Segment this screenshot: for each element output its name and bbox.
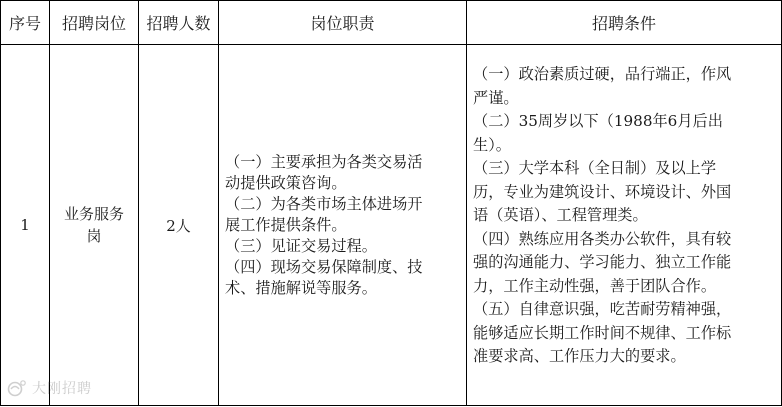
- cell-seq: 1: [1, 45, 50, 406]
- requirement-line: 历，专业为建筑设计、环境设计、外国: [473, 182, 732, 201]
- requirement-line: 强的沟通能力、学习能力、独立工作能: [473, 253, 732, 271]
- table-header-row: [1, 1, 782, 45]
- watermark-logo-icon: [6, 379, 28, 397]
- requirement-line: 严谨。: [473, 88, 519, 107]
- position-line: 业务服务: [63, 205, 124, 223]
- requirement-line: （四）熟练应用各类办公软件，具有较: [473, 229, 732, 248]
- duty-line: （三）见证交易过程。: [225, 236, 377, 255]
- cell-requirements: [467, 45, 782, 406]
- requirement-line: （一）政治素质过硬，品行端正，作风: [473, 65, 732, 83]
- cell-duties: [219, 45, 467, 406]
- duty-line: 动提供政策咨询。: [225, 173, 347, 192]
- header-count: 招聘人数: [139, 1, 219, 45]
- watermark: [6, 378, 92, 398]
- requirement-line: 准要求高、工作压力大的要求。: [473, 347, 686, 365]
- requirement-line: 力，工作主动性强，善于团队合作。: [473, 276, 716, 295]
- header-duties: 岗位职责: [219, 1, 467, 45]
- watermark-text: 大刚招聘: [32, 381, 92, 397]
- table-row: [1, 45, 782, 406]
- duty-line: 展工作提供条件。: [225, 215, 347, 234]
- header-position: 招聘岗位: [50, 1, 139, 45]
- requirement-line: （三）大学本科（全日制）及以上学: [473, 159, 716, 177]
- requirement-line: （二）35周岁以下（1988年6月后出: [473, 112, 723, 130]
- duty-line: （四）现场交易保障制度、技: [225, 257, 423, 276]
- requirement-line: 能够适应长期工作时间不规律、工作标: [473, 323, 732, 342]
- header-seq: 序号: [1, 1, 50, 45]
- requirement-line: 语（英语）、工程管理类。: [473, 206, 648, 224]
- requirement-line: （五）自律意识强，吃苦耐劳精神强，: [473, 300, 732, 318]
- requirement-line: 生）。: [473, 135, 511, 154]
- cell-count: 2人: [139, 45, 219, 406]
- cell-position: [50, 45, 139, 406]
- position-line: 岗: [86, 227, 102, 245]
- duty-line: 术、措施解说等服务。: [225, 278, 377, 297]
- header-requirements: 招聘条件: [467, 1, 782, 45]
- duty-line: （二）为各类市场主体进场开: [225, 194, 423, 213]
- duty-line: （一）主要承担为各类交易活: [225, 152, 423, 171]
